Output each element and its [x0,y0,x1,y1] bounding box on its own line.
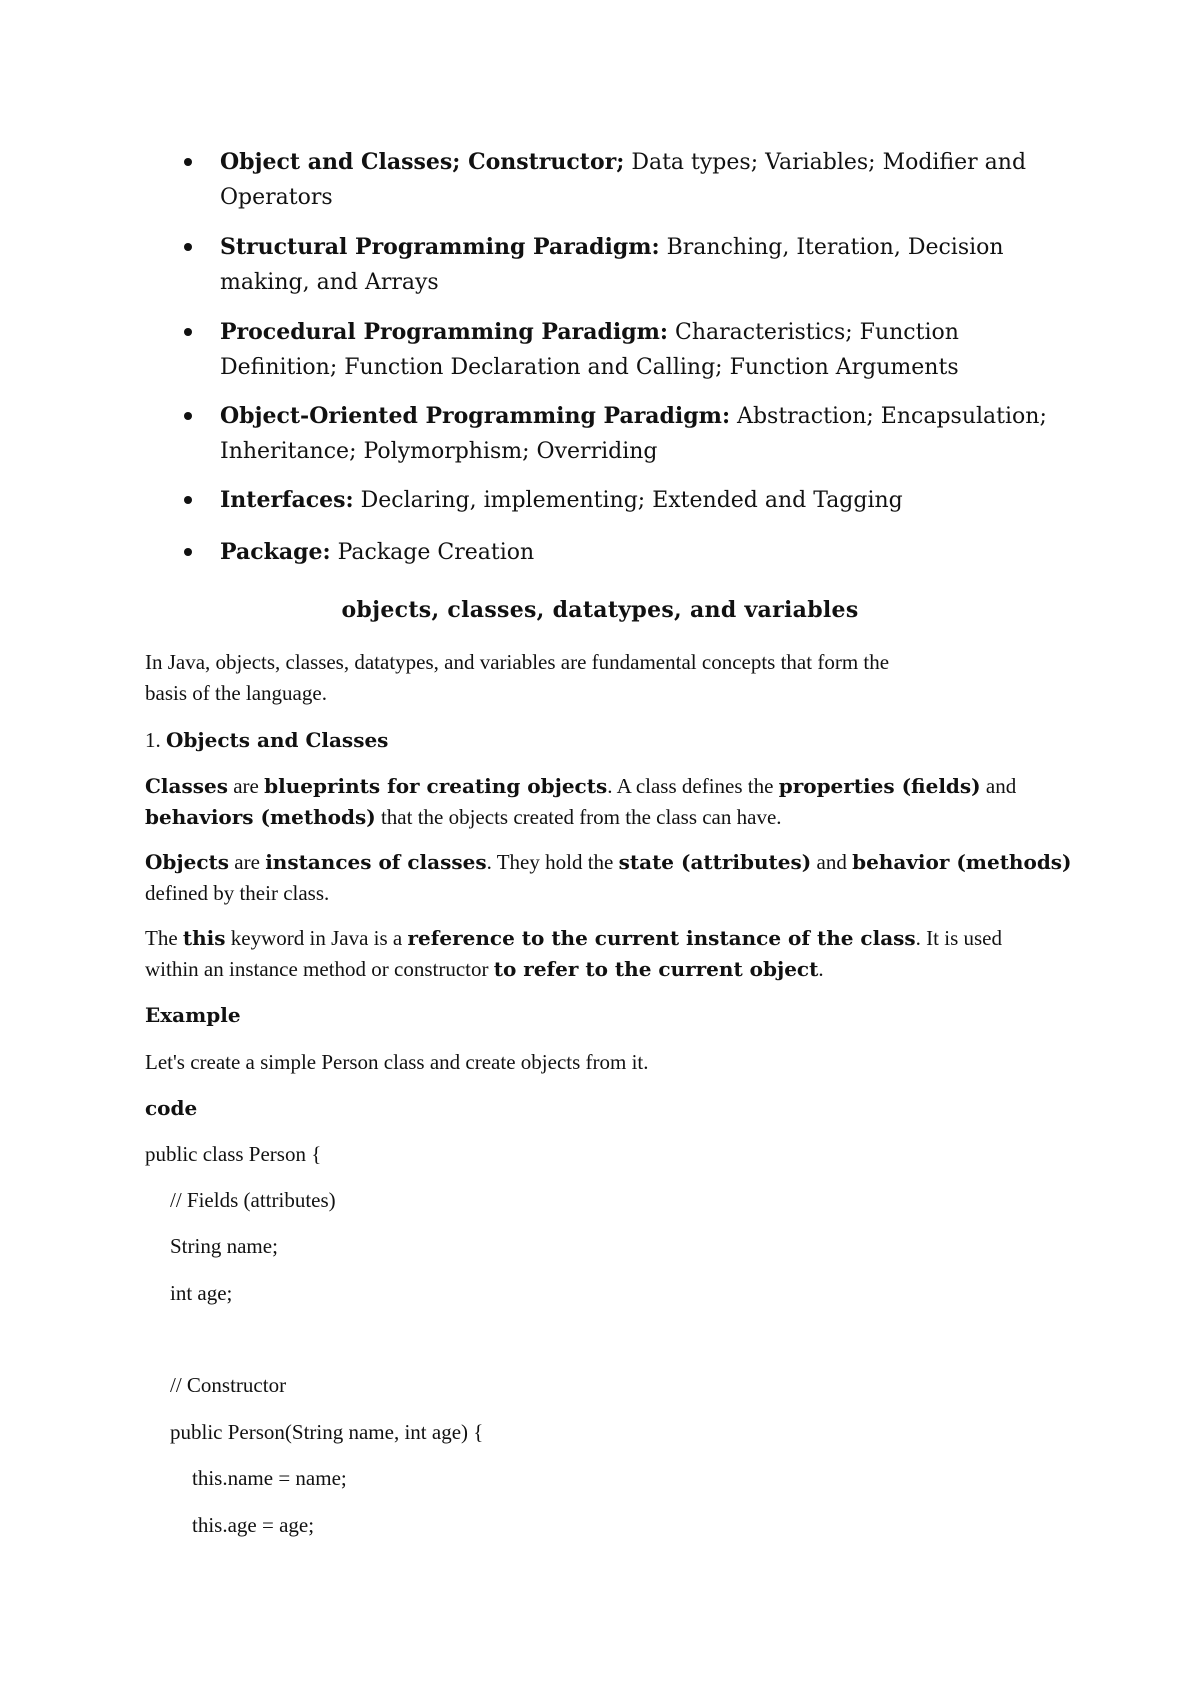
bold-term: behaviors (methods) [145,805,376,829]
section-heading: objects, classes, datatypes, and variables [341,597,859,623]
bullet-bold: Object-Oriented Programming Paradigm: [220,403,731,429]
bullet-text [220,399,1100,469]
code-line: public Person(String name, int age) { [170,1420,484,1444]
text-run: . A class defines the [607,774,779,798]
text-run: within an instance method or constructor [145,957,494,981]
bold-term: blueprints for creating objects [264,774,608,798]
code-line: this.name = name; [192,1466,347,1490]
text-run: that the objects created from the class can have. [375,805,782,829]
intro-paragraph [145,647,1045,709]
bullet-bold: Package: [220,539,331,565]
text-run: defined by their class. [145,881,330,905]
bullet-text [220,483,1100,518]
objects-paragraph [145,847,1072,909]
bullet-line2: Inheritance; Polymorphism; Overriding [220,439,658,464]
intro-line: basis of the language. [145,681,327,705]
text-run: . They hold the [486,850,619,874]
bullet-rest: Data types; Variables; Modifier and [624,150,1027,175]
code-line: int age; [170,1281,233,1305]
bullet-dot-icon [184,496,192,504]
bullet-dot-icon [184,158,192,166]
bold-term: to refer to the current object [493,957,819,981]
intro-line: In Java, objects, classes, datatypes, and variables are fundamental concepts that form the [145,650,890,674]
example-label-text: Example [145,1003,241,1027]
example-label [145,1000,1045,1031]
bullet-rest: Branching, Iteration, Decision [659,235,1004,260]
bold-term: reference to the current instance of the class [407,926,916,950]
bullet-line2: Operators [220,185,333,210]
code-line: this.age = age; [192,1513,315,1537]
section-title-text: Objects and Classes [166,728,389,752]
bullet-text [220,230,1100,300]
example-text: Let's create a simple Person class and create objects from it. [145,1050,649,1074]
code-label-text: code [145,1096,198,1120]
bullet-dot-icon [184,243,192,251]
bullet-text [220,315,1100,385]
text-run: are [229,850,266,874]
text-run: and [811,850,853,874]
bullet-bold: Structural Programming Paradigm: [220,234,660,260]
this-keyword-paragraph [145,923,1045,985]
bold-term: behavior (methods) [852,850,1072,874]
text-run: The [145,926,183,950]
section-number: 1. [145,728,166,752]
text-run: are [227,774,265,798]
bullet-dot-icon [184,548,192,556]
bullet-dot-icon [184,328,192,336]
code-line: public class Person { [145,1142,322,1166]
bold-term: this [182,926,226,950]
bullet-bold: Procedural Programming Paradigm: [220,319,669,345]
bullet-bold: Object and Classes; Constructor; [220,149,625,175]
bold-term: state (attributes) [618,850,812,874]
bullet-bold: Interfaces: [220,487,354,513]
bullet-text [220,145,1100,215]
bold-term: instances of classes [265,850,487,874]
bold-term: Objects [145,850,230,874]
bold-term: Classes [145,774,228,798]
bullet-line2: making, and Arrays [220,270,439,295]
bullet-rest: Declaring, implementing; Extended and Tagging [353,488,903,513]
text-run: keyword in Java is a [225,926,408,950]
bold-term: properties (fields) [778,774,981,798]
classes-paragraph [145,771,1045,833]
code-label [145,1093,1045,1124]
bullet-rest: Characteristics; Function [668,320,959,345]
bullet-line2: Definition; Function Declaration and Calling; Function Arguments [220,355,959,380]
code-line: // Constructor [170,1373,287,1397]
bullet-text [220,535,1100,570]
bullet-rest: Package Creation [330,540,535,565]
text-run: and [980,774,1017,798]
text-run: . It is used [915,926,1002,950]
bullet-rest: Abstraction; Encapsulation; [730,404,1047,429]
section-1-title [145,725,1045,756]
code-line: // Fields (attributes) [170,1188,336,1212]
text-run: . [818,957,824,981]
bullet-dot-icon [184,412,192,420]
code-line: String name; [170,1234,278,1258]
